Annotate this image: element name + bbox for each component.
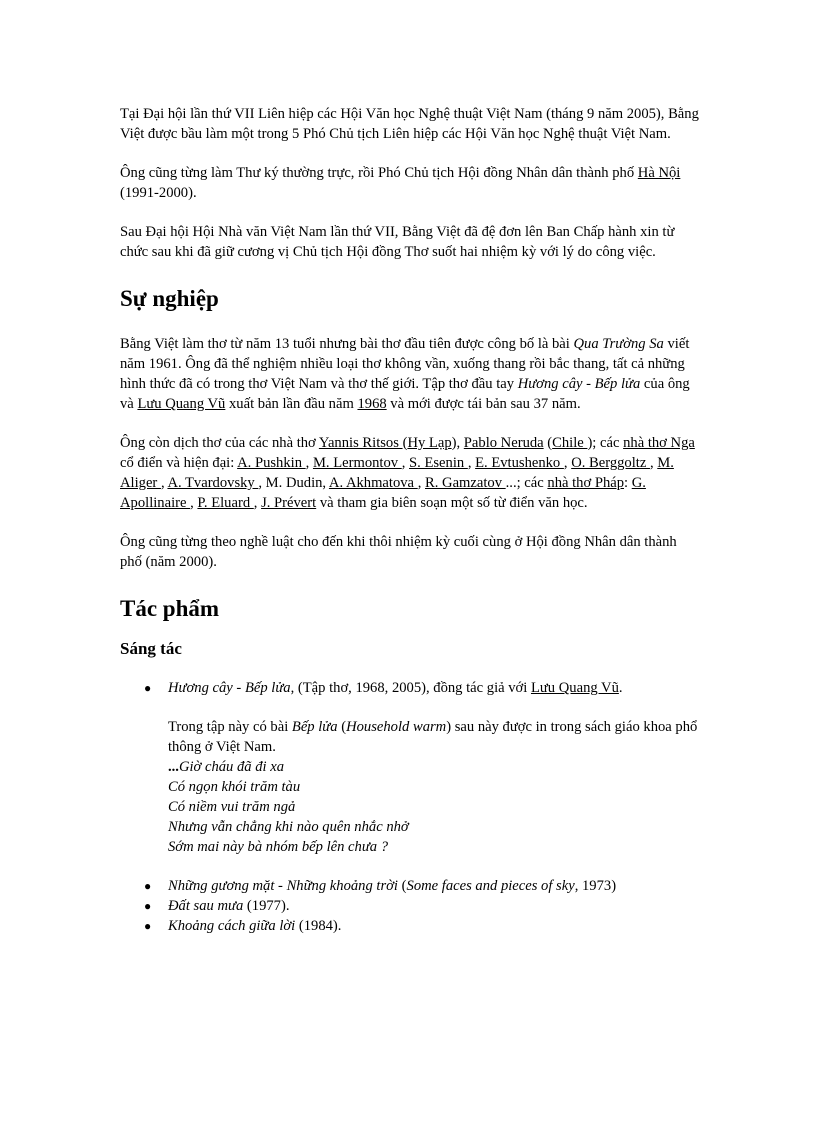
bullet-icon: ●: [144, 919, 152, 933]
link-berggoltz[interactable]: O. Berggoltz: [571, 455, 650, 471]
list-item: [120, 896, 700, 916]
text: ,: [253, 495, 262, 511]
link-luu-quang-vu-2[interactable]: Lưu Quang Vũ: [530, 680, 619, 696]
text: viết năm 1961. Ông đã thể nghiệm nhiều loại thơ không vần, xuống thang rồi bắc thang, tất cả những hình thức đã có trong thơ Việt Nam và thơ thế giới. Tập thơ đầu tay: [120, 336, 690, 392]
link-esenin[interactable]: S. Esenin: [409, 455, 468, 471]
italic-title: Khoảng cách giữa lời: [168, 918, 296, 934]
poem-text: Sớm mai này bà nhóm bếp lên chưa ?: [168, 839, 389, 855]
italic-title: Hương cây - Bếp lửa: [168, 680, 291, 696]
text: (1977).: [243, 898, 290, 914]
text: , 1973): [574, 878, 617, 894]
text: (: [543, 435, 553, 451]
poem-text: Có niềm vui trăm ngả: [168, 799, 296, 815]
text: (: [337, 719, 347, 735]
text: ,: [563, 455, 572, 471]
poem-text: Giờ cháu đã đi xa: [178, 759, 285, 775]
career-paragraph-3: Ông cũng từng theo nghề luật cho đến khi thôi nhiệm kỳ cuối cùng ở Hội đồng Nhân dân thành phố (năm 2000).: [120, 534, 677, 570]
poem-excerpt: [168, 757, 700, 857]
heading-su-nghiep: Sự nghiệp: [120, 286, 219, 311]
italic-title: Bếp lửa: [291, 719, 338, 735]
text: ,: [649, 455, 658, 471]
text: Trong tập này có bài: [168, 719, 292, 735]
text: ,: [190, 495, 198, 511]
italic-title: Những gương mặt - Những khoảng trời: [168, 878, 398, 894]
text: ,: [417, 475, 425, 491]
list-item: [120, 916, 700, 936]
italic-title: Hương cây - Bếp lửa: [517, 376, 641, 392]
list-item: [120, 678, 700, 857]
link-pablo-neruda[interactable]: Pablo Neruda: [463, 435, 544, 451]
poem-text: Nhưng vẫn chẳng khi nào quên nhắc nhở: [168, 819, 409, 835]
text: ,: [160, 475, 168, 491]
text: Ông cũng từng làm Thư ký thường trực, rồi Phó Chủ tịch Hội đồng Nhân dân thành phố: [120, 165, 638, 181]
intro-paragraph-2: [120, 163, 700, 203]
text: ); các: [587, 435, 624, 451]
text: , (Tập thơ, 1968, 2005), đồng tác giả với: [290, 680, 531, 696]
text: ,: [401, 455, 410, 471]
poem-line: [168, 777, 700, 797]
link-gamzatov[interactable]: R. Gamzatov: [425, 475, 506, 491]
link-akhmatova[interactable]: A. Akhmatova: [328, 475, 418, 491]
link-nha-tho-phap[interactable]: nhà thơ Pháp: [547, 475, 625, 491]
poem-line: [168, 797, 700, 817]
text: ) sau này được in trong sách giáo khoa phổ thông ở Việt Nam.: [168, 719, 698, 755]
link-lermontov[interactable]: M. Lermontov: [312, 455, 402, 471]
work-title-line: [168, 678, 700, 698]
bullet-icon: ●: [144, 879, 152, 893]
career-paragraph-2: [120, 433, 700, 513]
italic-title: Some faces and pieces of sky: [406, 878, 575, 894]
link-hy-lap[interactable]: Hy Lạp: [407, 435, 452, 451]
text: (: [402, 435, 408, 451]
list-item: [120, 876, 700, 896]
link-evtushenko[interactable]: E. Evtushenko: [475, 455, 564, 471]
text: (1991-2000).: [120, 185, 197, 201]
text: Bằng Việt làm thơ từ năm 13 tuổi nhưng bài thơ đầu tiên được công bố là bài: [120, 336, 574, 352]
text: ),: [451, 435, 464, 451]
text: cổ điển và hiện đại:: [120, 455, 238, 471]
text: .: [618, 680, 623, 696]
intro-paragraph-3: Sau Đại hội Hội Nhà văn Việt Nam lần thứ VII, Bằng Việt đã đệ đơn lên Ban Chấp hành xin từ chức sau khi đã giữ cương vị Chủ tịch Hội đồng Thơ suốt hai nhiệm kỳ với lý do công việc.: [120, 224, 675, 260]
poem-line: ...Giờ cháu đã đi xa: [168, 759, 285, 775]
subheading-sang-tac: Sáng tác: [120, 639, 182, 658]
works-list: [120, 678, 700, 936]
career-paragraph-1: [120, 334, 700, 414]
link-apollinaire[interactable]: G. Apollinaire: [120, 475, 646, 511]
link-aliger[interactable]: M. Aliger: [120, 455, 674, 491]
link-pushkin[interactable]: A. Pushkin: [237, 455, 306, 471]
link-prevert[interactable]: J. Prévert: [261, 495, 317, 511]
link-eluard[interactable]: P. Eluard: [197, 495, 254, 511]
link-ha-noi[interactable]: Hà Nội: [637, 165, 681, 181]
link-tvardovsky[interactable]: A. Tvardovsky: [167, 475, 259, 491]
text: xuất bản lần đầu năm: [225, 396, 358, 412]
text: ,: [305, 455, 313, 471]
text: (: [398, 878, 407, 894]
link-luu-quang-vu[interactable]: Lưu Quang Vũ: [137, 396, 226, 412]
poem-line: [168, 817, 700, 837]
link-chile[interactable]: Chile: [552, 435, 588, 451]
poem-text: Có ngọn khói trăm tàu: [168, 779, 301, 795]
poem-line: [168, 837, 700, 857]
text: và mới được tái bản sau 37 năm.: [386, 396, 581, 412]
text: và tham gia biên soạn một số từ điển văn học.: [316, 495, 588, 511]
document-page: [120, 104, 700, 936]
bullet-icon: ●: [144, 899, 152, 913]
text: (1984).: [295, 918, 342, 934]
work-note: [168, 717, 700, 757]
text: :: [624, 475, 632, 491]
intro-paragraph-1: Tại Đại hội lần thứ VII Liên hiệp các Hội Văn học Nghệ thuật Việt Nam (tháng 9 năm 2005), Bằng Việt được bầu làm một trong 5 Phó Chủ tịch Liên hiệp các Hội Văn học Nghệ thuật Việt Nam.: [120, 106, 699, 142]
text: , M. Dudin,: [258, 475, 329, 491]
italic-title: Qua Trường Sa: [573, 336, 664, 352]
link-1968[interactable]: 1968: [357, 396, 387, 412]
text: Ông còn dịch thơ của các nhà thơ: [120, 435, 319, 451]
text: ,: [467, 455, 476, 471]
italic-title: Đất sau mưa: [168, 898, 244, 914]
text: ...; các: [505, 475, 548, 491]
bullet-icon: ●: [144, 681, 152, 695]
text: của ông và: [120, 376, 690, 412]
link-yannis-ritsos[interactable]: Yannis Ritsos: [318, 435, 403, 451]
heading-tac-pham: Tác phẩm: [120, 596, 220, 621]
link-nha-tho-nga[interactable]: nhà thơ Nga: [623, 435, 695, 451]
italic-title: Household warm: [346, 719, 447, 735]
